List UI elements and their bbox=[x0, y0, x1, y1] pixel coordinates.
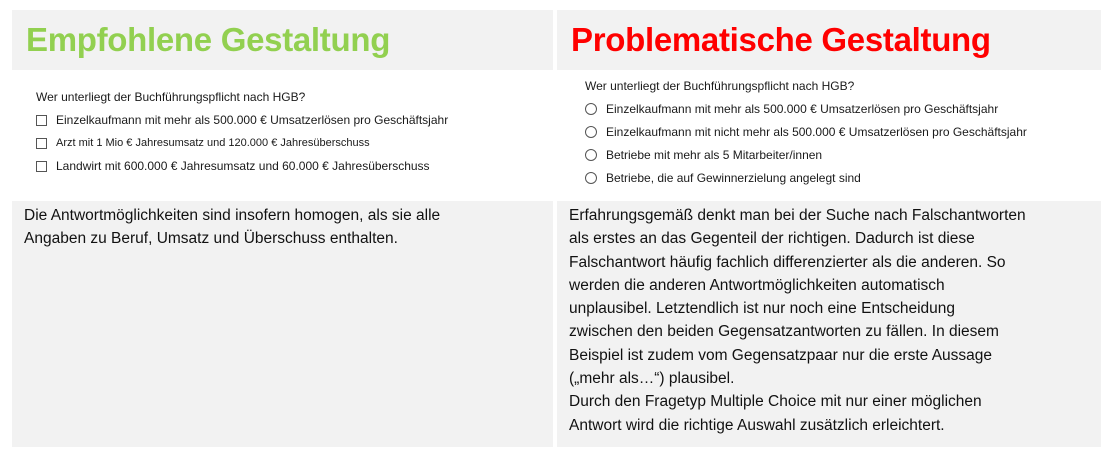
radio-icon[interactable] bbox=[585, 103, 597, 115]
quiz-option[interactable] bbox=[585, 171, 1101, 185]
description-text: Die Antwortmöglichkeiten sind insofern homogen, als sie alle Angaben zu Beruf, Umsatz und Überschuss enthalten. bbox=[24, 207, 441, 248]
option-label: Arzt mit 1 Mio € Jahresumsatz und 120.000 € Jahresüberschuss bbox=[56, 137, 370, 149]
quiz-option[interactable] bbox=[36, 159, 553, 173]
option-label: Einzelkaufmann mit mehr als 500.000 € Umsatzerlösen pro Geschäftsjahr bbox=[56, 113, 449, 127]
quiz-question: Wer unterliegt der Buchführungspflicht nach HGB? bbox=[36, 90, 306, 104]
option-label: Betriebe, die auf Gewinnerzielung angelegt sind bbox=[606, 171, 861, 185]
radio-icon[interactable] bbox=[585, 172, 597, 184]
quiz-option[interactable] bbox=[36, 136, 553, 150]
recommended-quiz-example bbox=[12, 70, 553, 201]
option-label: Einzelkaufmann mit mehr als 500.000 € Umsatzerlösen pro Geschäftsjahr bbox=[606, 102, 999, 116]
radio-icon[interactable] bbox=[585, 126, 597, 138]
problematic-description bbox=[557, 201, 1101, 447]
problematic-header bbox=[557, 10, 1101, 70]
quiz-option[interactable] bbox=[36, 113, 553, 127]
radio-icon[interactable] bbox=[585, 149, 597, 161]
checkbox-icon[interactable] bbox=[36, 161, 47, 172]
recommended-header bbox=[12, 10, 553, 70]
recommended-description bbox=[12, 201, 553, 447]
problematic-column bbox=[557, 10, 1101, 447]
option-label: Betriebe mit mehr als 5 Mitarbeiter/innen bbox=[606, 148, 823, 162]
quiz-question: Wer unterliegt der Buchführungspflicht nach HGB? bbox=[585, 79, 855, 93]
quiz-option[interactable] bbox=[585, 148, 1101, 162]
problematic-title: Problematische Gestaltung bbox=[571, 21, 991, 58]
description-text: Erfahrungsgemäß denkt man bei der Suche nach Falschantworten als erstes an das Gegenteil der richtigen. Dadurch ist diese Falschantwort häufig fachlich differenzierter als die anderen. So werden die anderen Antwortmöglichkeiten automatisch unplausibel. Letztendlich ist nur noch eine Entscheidung zwischen den beiden Gegensatzantworten zu fällen. In diesem Beispiel ist zudem vom Gegensatzpaar nur die erste Aussage („mehr als…“) plausibel. Durch den Fragetyp Multiple Choice mit nur einer möglichen Antwort wird die richtige Auswahl zusätzlich erleichtert. bbox=[569, 207, 1026, 434]
checkbox-icon[interactable] bbox=[36, 138, 47, 149]
recommended-title: Empfohlene Gestaltung bbox=[26, 21, 391, 58]
quiz-option[interactable] bbox=[585, 125, 1101, 139]
problematic-quiz-example bbox=[557, 70, 1101, 201]
checkbox-icon[interactable] bbox=[36, 115, 47, 126]
quiz-option[interactable] bbox=[585, 102, 1101, 116]
recommended-column bbox=[12, 10, 553, 447]
option-label: Landwirt mit 600.000 € Jahresumsatz und 60.000 € Jahresüberschuss bbox=[56, 159, 430, 173]
option-label: Einzelkaufmann mit nicht mehr als 500.000 € Umsatzerlösen pro Geschäftsjahr bbox=[606, 125, 1027, 139]
